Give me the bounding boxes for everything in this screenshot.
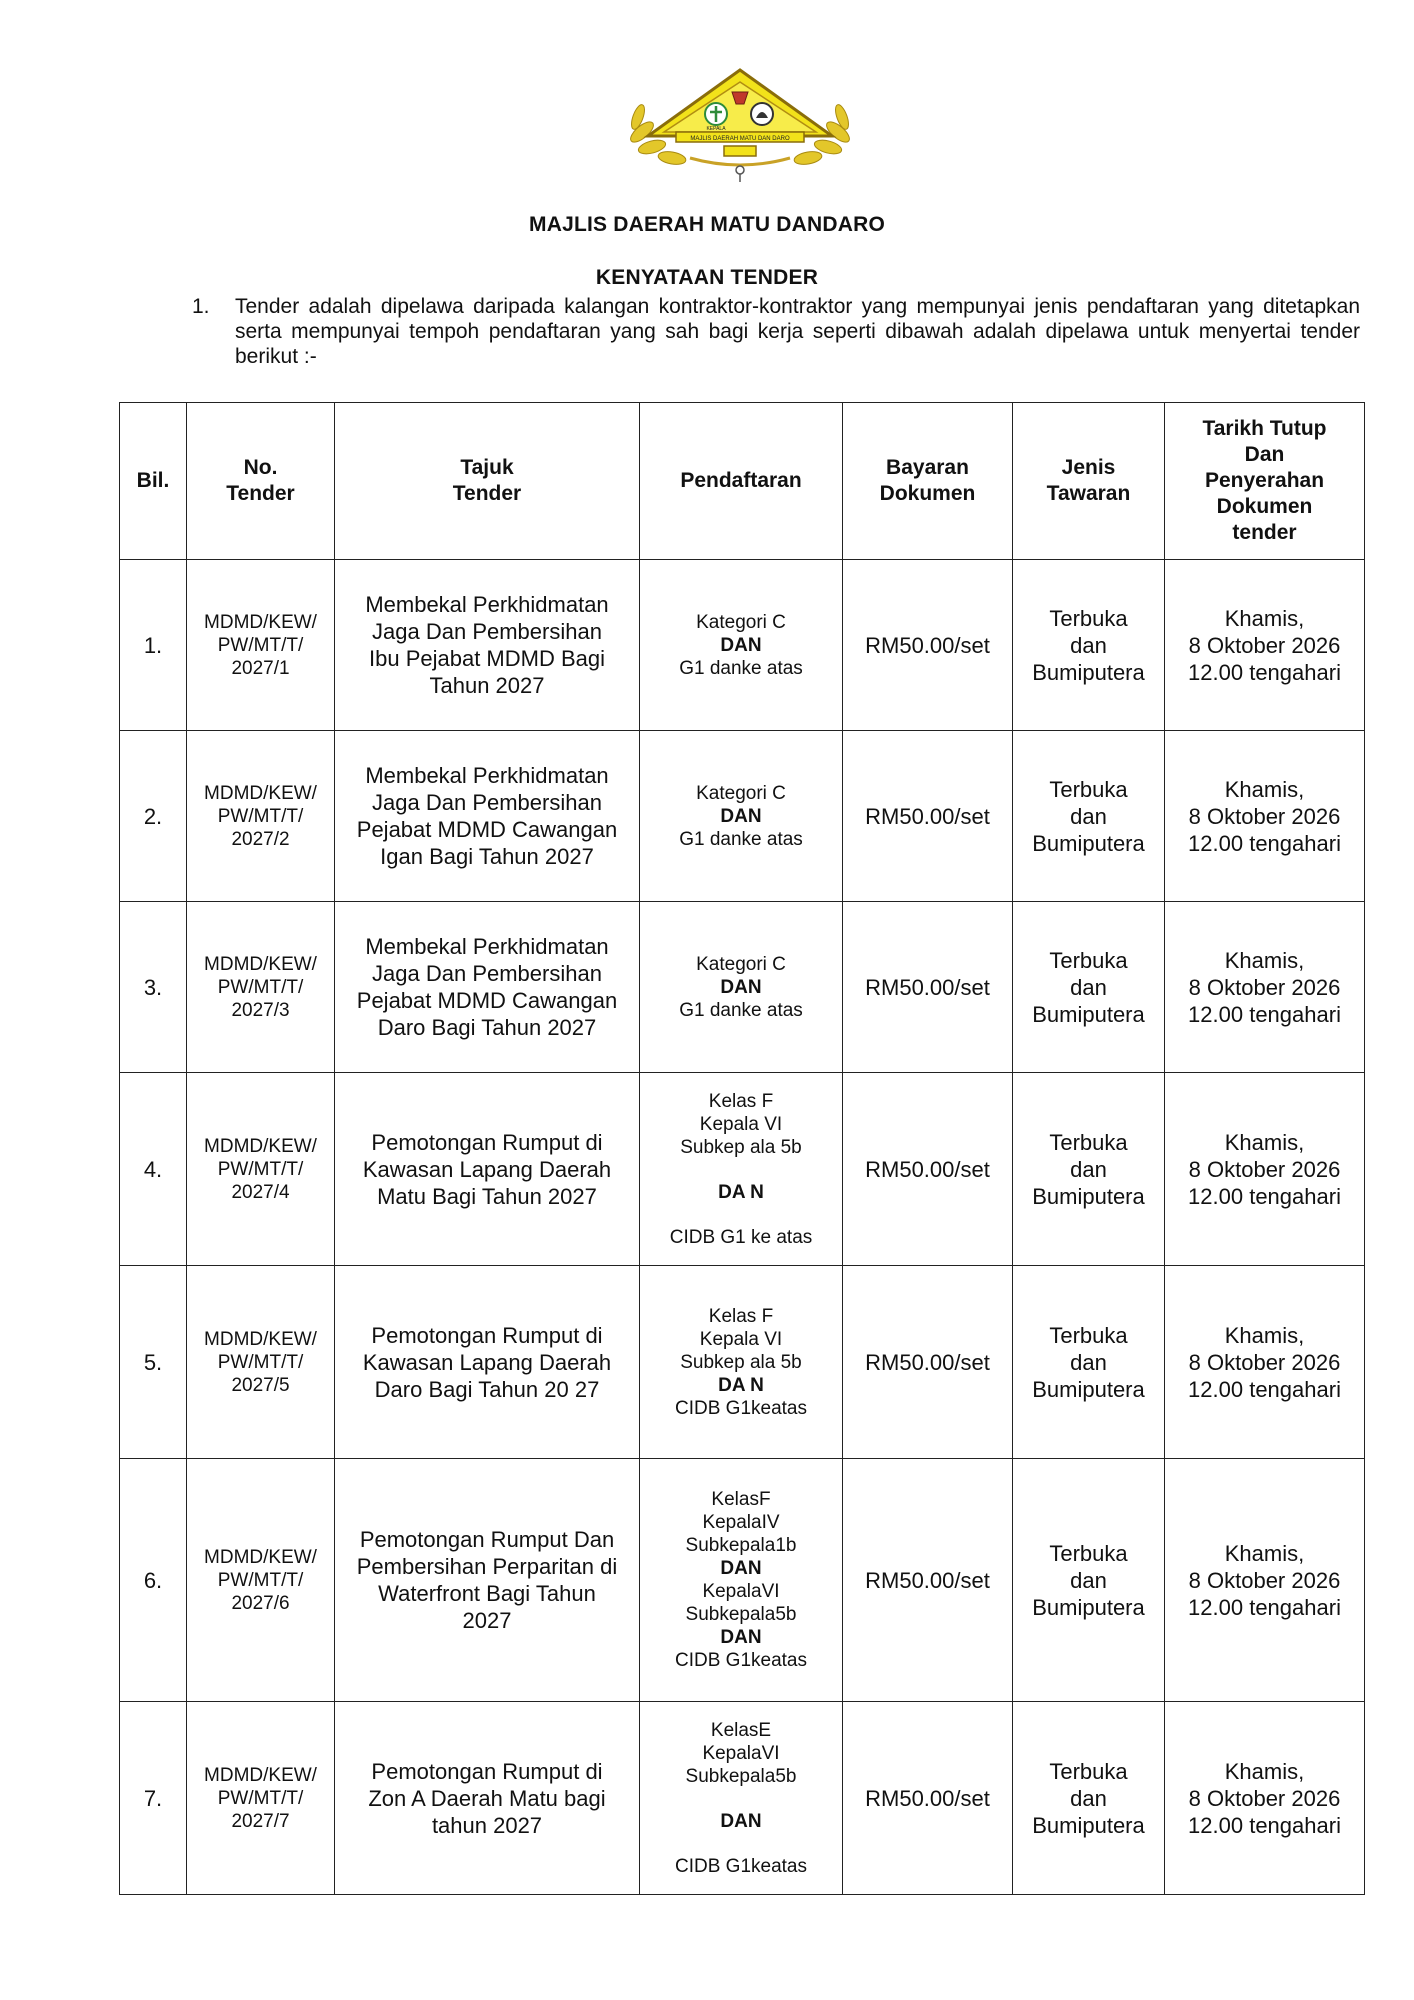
cell-bayaran-dokumen: RM50.00/set bbox=[843, 1459, 1013, 1702]
cell-tajuk-tender: Pemotongan Rumput di Zon A Daerah Matu bagi tahun 2027 bbox=[335, 1702, 640, 1895]
header-jenis-tawaran: Jenis Tawaran bbox=[1013, 403, 1165, 560]
cell-jenis-tawaran: Terbuka dan Bumiputera bbox=[1013, 1073, 1165, 1266]
organization-title: MAJLIS DAERAH MATU DANDARO bbox=[529, 213, 885, 236]
intro-text: Tender adalah dipelawa daripada kalangan kontraktor-kontraktor yang mempunyai jenis pendaftaran yang ditetapkan serta mempunyai tempoh pendaftaran yang sah bagi kerja seperti dibawah adalah dipelawa untuk menyertai tender berikut :- bbox=[235, 295, 1360, 368]
table-row bbox=[120, 1702, 1365, 1895]
svg-text:KEPALA: KEPALA bbox=[706, 126, 726, 132]
header-bil: Bil. bbox=[120, 403, 187, 560]
cell-tarikh-tutup: Khamis, 8 Oktober 2026 12.00 tengahari bbox=[1165, 1459, 1365, 1702]
table-row bbox=[120, 1459, 1365, 1702]
cell-bayaran-dokumen: RM50.00/set bbox=[843, 1266, 1013, 1459]
cell-bil: 5. bbox=[120, 1266, 187, 1459]
cell-pendaftaran: KelasE KepalaVI Subkepala5b DAN CIDB G1keatas bbox=[640, 1702, 843, 1895]
cell-bil: 7. bbox=[120, 1702, 187, 1895]
cell-bil: 1. bbox=[120, 560, 187, 731]
cell-tajuk-tender: Pemotongan Rumput di Kawasan Lapang Daerah Matu Bagi Tahun 2027 bbox=[335, 1073, 640, 1266]
cell-tajuk-tender: Membekal Perkhidmatan Jaga Dan Pembersihan Pejabat MDMD Cawangan Igan Bagi Tahun 2027 bbox=[335, 731, 640, 902]
cell-tajuk-tender: Pemotongan Rumput Dan Pembersihan Perparitan di Waterfront Bagi Tahun 2027 bbox=[335, 1459, 640, 1702]
cell-jenis-tawaran: Terbuka dan Bumiputera bbox=[1013, 902, 1165, 1073]
document-title: KENYATAAN TENDER bbox=[595, 266, 819, 289]
cell-tarikh-tutup: Khamis, 8 Oktober 2026 12.00 tengahari bbox=[1165, 902, 1365, 1073]
cell-bayaran-dokumen: RM50.00/set bbox=[843, 902, 1013, 1073]
cell-pendaftaran: Kategori C DAN G1 danke atas bbox=[640, 902, 843, 1073]
cell-no-tender: MDMD/KEW/ PW/MT/T/ 2027/3 bbox=[187, 902, 335, 1073]
cell-bayaran-dokumen: RM50.00/set bbox=[843, 560, 1013, 731]
cell-tarikh-tutup: Khamis, 8 Oktober 2026 12.00 tengahari bbox=[1165, 560, 1365, 731]
intro-number: 1. bbox=[192, 295, 210, 318]
table-row bbox=[120, 902, 1365, 1073]
cell-tarikh-tutup: Khamis, 8 Oktober 2026 12.00 tengahari bbox=[1165, 1702, 1365, 1895]
table-row bbox=[120, 1073, 1365, 1266]
cell-bayaran-dokumen: RM50.00/set bbox=[843, 1702, 1013, 1895]
cell-jenis-tawaran: Terbuka dan Bumiputera bbox=[1013, 1702, 1165, 1895]
cell-jenis-tawaran: Terbuka dan Bumiputera bbox=[1013, 731, 1165, 902]
cell-tarikh-tutup: Khamis, 8 Oktober 2026 12.00 tengahari bbox=[1165, 1266, 1365, 1459]
table-row bbox=[120, 560, 1365, 731]
table-row bbox=[120, 1266, 1365, 1459]
cell-jenis-tawaran: Terbuka dan Bumiputera bbox=[1013, 1266, 1165, 1459]
cell-pendaftaran: Kelas F Kepala VI Subkep ala 5b DA N CIDB G1keatas bbox=[640, 1266, 843, 1459]
cell-bil: 3. bbox=[120, 902, 187, 1073]
cell-no-tender: MDMD/KEW/ PW/MT/T/ 2027/5 bbox=[187, 1266, 335, 1459]
cell-tajuk-tender: Membekal Perkhidmatan Jaga Dan Pembersihan Ibu Pejabat MDMD Bagi Tahun 2027 bbox=[335, 560, 640, 731]
svg-text:MAJLIS DAERAH MATU DAN DARO: MAJLIS DAERAH MATU DAN DARO bbox=[690, 136, 790, 142]
cell-pendaftaran: Kategori C DAN G1 danke atas bbox=[640, 560, 843, 731]
cell-tajuk-tender: Membekal Perkhidmatan Jaga Dan Pembersihan Pejabat MDMD Cawangan Daro Bagi Tahun 2027 bbox=[335, 902, 640, 1073]
cell-no-tender: MDMD/KEW/ PW/MT/T/ 2027/6 bbox=[187, 1459, 335, 1702]
cell-bayaran-dokumen: RM50.00/set bbox=[843, 731, 1013, 902]
header-tajuk-tender: Tajuk Tender bbox=[335, 403, 640, 560]
table-row bbox=[120, 731, 1365, 902]
cell-bil: 2. bbox=[120, 731, 187, 902]
cell-bayaran-dokumen: RM50.00/set bbox=[843, 1073, 1013, 1266]
cell-jenis-tawaran: Terbuka dan Bumiputera bbox=[1013, 1459, 1165, 1702]
header-tarikh-tutup: Tarikh Tutup Dan Penyerahan Dokumen tender bbox=[1165, 403, 1365, 560]
header-bayaran-dokumen: Bayaran Dokumen bbox=[843, 403, 1013, 560]
header-no-tender: No. Tender bbox=[187, 403, 335, 560]
header-pendaftaran: Pendaftaran bbox=[640, 403, 843, 560]
tender-table bbox=[119, 402, 1365, 1895]
cell-jenis-tawaran: Terbuka dan Bumiputera bbox=[1013, 560, 1165, 731]
cell-no-tender: MDMD/KEW/ PW/MT/T/ 2027/7 bbox=[187, 1702, 335, 1895]
cell-tarikh-tutup: Khamis, 8 Oktober 2026 12.00 tengahari bbox=[1165, 1073, 1365, 1266]
council-logo bbox=[620, 62, 860, 184]
cell-pendaftaran: KelasF KepalaIV Subkepala1b DAN KepalaVI Subkepala5b DAN CIDB G1keatas bbox=[640, 1459, 843, 1702]
cell-bil: 4. bbox=[120, 1073, 187, 1266]
cell-tarikh-tutup: Khamis, 8 Oktober 2026 12.00 tengahari bbox=[1165, 731, 1365, 902]
table-header-row bbox=[120, 403, 1365, 560]
cell-pendaftaran: Kategori C DAN G1 danke atas bbox=[640, 731, 843, 902]
cell-tajuk-tender: Pemotongan Rumput di Kawasan Lapang Daerah Daro Bagi Tahun 20 27 bbox=[335, 1266, 640, 1459]
cell-no-tender: MDMD/KEW/ PW/MT/T/ 2027/2 bbox=[187, 731, 335, 902]
cell-no-tender: MDMD/KEW/ PW/MT/T/ 2027/4 bbox=[187, 1073, 335, 1266]
cell-pendaftaran: Kelas F Kepala VI Subkep ala 5b DA N CIDB G1 ke atas bbox=[640, 1073, 843, 1266]
cell-bil: 6. bbox=[120, 1459, 187, 1702]
cell-no-tender: MDMD/KEW/ PW/MT/T/ 2027/1 bbox=[187, 560, 335, 731]
